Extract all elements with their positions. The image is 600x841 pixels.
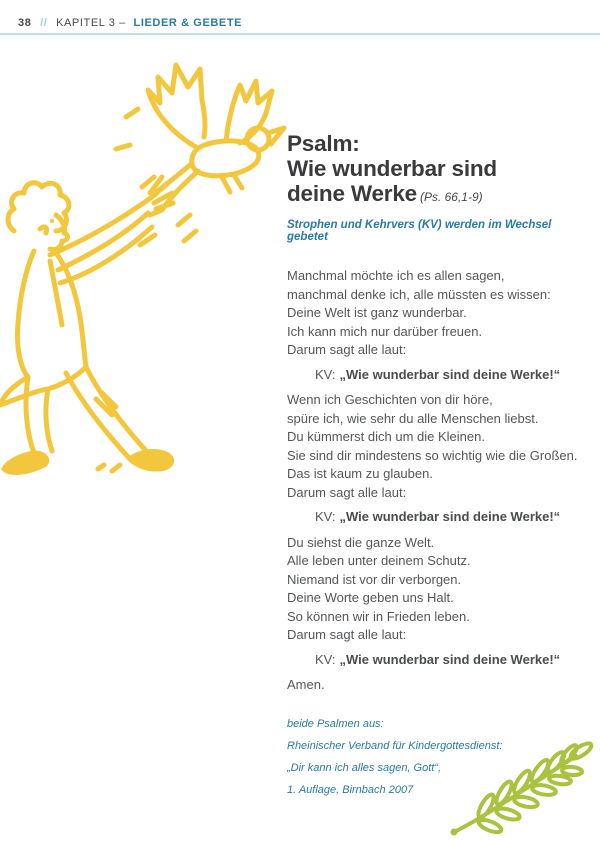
refrain-line: [315, 508, 589, 527]
dove-left-wing: [148, 65, 205, 147]
dove-legs: [222, 175, 242, 192]
ground-dashes: [98, 465, 120, 471]
refrain-text: „Wie wunderbar sind deine Werke!“: [339, 651, 561, 667]
verse-line: Deine Welt ist ganz wunderbar.: [287, 305, 467, 320]
refrain-prefix: KV:: [315, 366, 336, 382]
psalm-title: [287, 131, 589, 210]
stanza-1: [287, 267, 589, 384]
citation-line: Rheinischer Verband für Kindergottesdienst:: [287, 739, 503, 752]
title-line-3-text: deine Werke: [287, 181, 417, 206]
refrain-prefix: KV:: [315, 509, 336, 524]
verse-line: manchmal denke ich, alle müssten es wissen:: [287, 286, 551, 302]
title-line-3: [287, 181, 589, 210]
verse-line: Alle leben unter deinem Schutz.: [287, 553, 471, 568]
fern-base: [451, 829, 458, 836]
boy-eye: [50, 219, 54, 223]
section-label: LIEDER & GEBETE: [133, 17, 243, 29]
citation-line: „Dir kann ich alles sagen, Gott“,: [287, 761, 442, 774]
fern-leaf: [531, 783, 556, 796]
fern-leaf: [559, 743, 579, 765]
fern-leaf: [476, 792, 497, 819]
bible-reference: (Ps. 66,1-9): [419, 190, 483, 204]
amen-line: Amen.: [287, 677, 325, 692]
boy-hand-second: [138, 227, 155, 245]
verse-line: Darum sagt alle laut:: [287, 484, 407, 500]
verse-line: Deine Worte geben uns Halt.: [287, 590, 454, 605]
verse-line: Ich kann mich nur darüber freuen.: [287, 323, 483, 339]
title-line-1: Psalm:: [287, 131, 360, 156]
header-separator: //: [40, 17, 48, 29]
boy-releasing-dove-illustration: [0, 55, 310, 555]
boy-coat-back: [17, 251, 34, 377]
fern-leaf: [495, 806, 521, 821]
refrain-line: [315, 366, 589, 385]
page-number: 38: [18, 17, 32, 29]
fern-leaf: [511, 769, 532, 796]
refrain-text: „Wie wunderbar sind deine Werke!“: [339, 366, 561, 382]
verse-line: Darum sagt alle laut:: [287, 627, 407, 642]
title-line-2: Wie wunderbar sind: [287, 156, 497, 181]
verse-line: Du kümmerst dich um die Kleinen.: [287, 429, 485, 444]
citation-line: beide Psalmen aus:: [287, 717, 384, 730]
fern-branch-illustration: [448, 738, 598, 838]
boy-hair: [8, 183, 69, 231]
boy-back-leg: [26, 377, 52, 453]
page-header: [18, 17, 242, 29]
psalm-body: [287, 267, 589, 695]
refrain-text: „Wie wunderbar sind deine Werke!“: [339, 509, 561, 524]
stanza-2: [287, 391, 589, 527]
verse-line: Niemand ist vor dir verborgen.: [287, 571, 462, 587]
psalm-content: [287, 131, 589, 801]
verse-line: Das ist kaum zu glauben.: [287, 466, 433, 481]
verse-line: Du siehst die ganze Welt.: [287, 534, 435, 550]
chapter-label: KAPITEL 3 –: [56, 17, 126, 29]
fern-leaf: [477, 817, 503, 834]
fern-leaf: [562, 766, 583, 776]
psalm-instruction: Strophen und Kehrvers (KV) werden im Wechsel gebetet: [287, 219, 552, 243]
stanza-3: [287, 534, 589, 670]
header-rule: [0, 33, 600, 35]
boy-back-shoe: [4, 453, 47, 472]
boy-hand-fingers: [150, 177, 173, 209]
fern-leaf: [494, 779, 515, 806]
verse-line: So können wir in Frieden leben.: [287, 608, 470, 624]
refrain-line: [315, 651, 589, 670]
verse-line: Wenn ich Geschichten von dir höre,: [287, 392, 493, 407]
refrain-prefix: KV:: [315, 651, 336, 667]
fern-leaf: [513, 795, 538, 809]
boy-ear: [40, 227, 47, 233]
verse-line: Darum sagt alle laut:: [287, 342, 407, 357]
verse-line: Manchmal möchte ich es allen sagen,: [287, 268, 505, 283]
motion-dashes: [116, 109, 196, 241]
verse-line: spüre ich, wie sehr du alle Menschen liebst.: [287, 410, 539, 426]
citation-line: 1. Auflage, Birnbach 2007: [287, 783, 414, 796]
verse-line: Sie sind dir mindestens so wichtig wie die Großen.: [287, 447, 578, 463]
boy-front-shoe: [130, 452, 172, 469]
